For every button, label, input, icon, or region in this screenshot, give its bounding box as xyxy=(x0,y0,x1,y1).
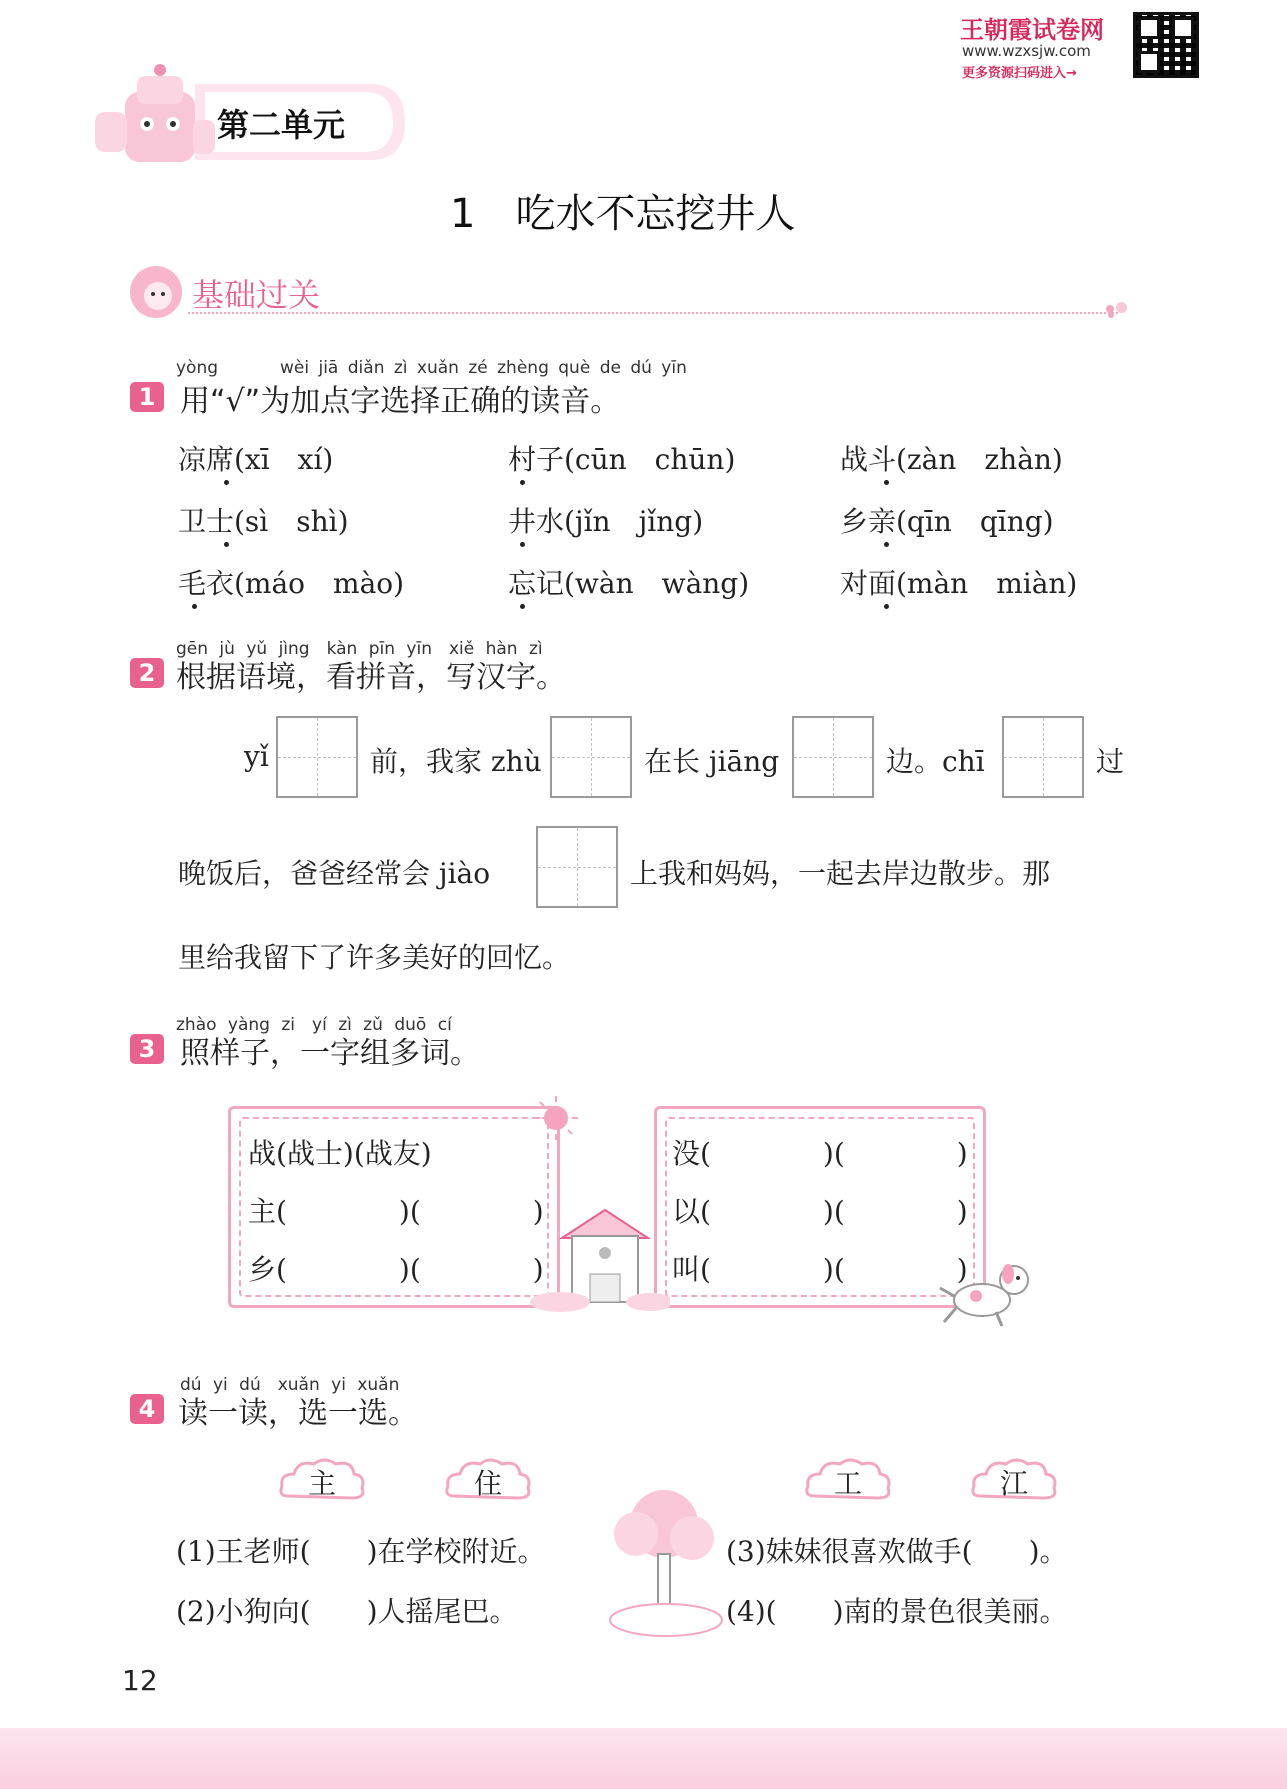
q2-text-chi: 边。chī xyxy=(886,745,985,778)
question-number-2: 2 xyxy=(130,658,164,688)
girl-avatar-icon xyxy=(128,264,188,320)
section-header xyxy=(128,264,1128,324)
q4-sentence-2[interactable]: (2)小狗向( )人摇尾巴。 xyxy=(176,1595,518,1628)
tree-icon xyxy=(606,1474,726,1644)
writing-box-4[interactable] xyxy=(1002,716,1084,798)
unit-banner xyxy=(85,62,415,162)
q4-sentence-1[interactable]: (1)王老师( )在学校附近。 xyxy=(176,1535,546,1568)
writing-box-3[interactable] xyxy=(792,716,874,798)
emphasis-dot xyxy=(520,542,525,547)
q3-left-row-1: 战(战士)(战友) xyxy=(248,1137,432,1170)
dog-icon xyxy=(936,1256,1036,1336)
word-cloud-1[interactable] xyxy=(278,1456,366,1506)
q1-item-7[interactable]: 毛衣(máo mào) xyxy=(178,567,405,600)
word-cloud-3[interactable] xyxy=(804,1456,892,1506)
q3-right-row-2[interactable]: 以( )( ) xyxy=(672,1195,968,1228)
q2-text-zhu: 前，我家 zhù xyxy=(370,745,542,778)
q2-text-guo: 过 xyxy=(1096,745,1125,778)
q2-pinyin: gēn jù yǔ jìng kàn pīn yīn xiě hàn zì xyxy=(176,639,543,659)
q1-item-5[interactable]: 井水(jǐn jǐng) xyxy=(508,505,704,538)
q4-instruction: 读一读，选一选。 xyxy=(178,1396,418,1431)
word-cloud-3-label: 工 xyxy=(833,1467,862,1500)
section-divider xyxy=(188,312,1118,314)
q1-item-3[interactable]: 战斗(zàn zhàn) xyxy=(840,443,1063,476)
q3-right-row-3[interactable]: 叫( )( ) xyxy=(672,1253,968,1286)
question-number-3: 3 xyxy=(130,1034,164,1064)
q1-instruction: 用“√”为加点字选择正确的读音。 xyxy=(180,384,621,419)
watermark-tagline: 更多资源扫码进入→ xyxy=(962,66,1077,81)
q1-item-6[interactable]: 乡亲(qīn qīng) xyxy=(840,505,1054,538)
emphasis-dot xyxy=(884,542,889,547)
emphasis-dot xyxy=(520,604,525,609)
footer-band xyxy=(0,1728,1287,1789)
house-sun-icon xyxy=(530,1090,670,1320)
q3-instruction: 照样子，一字组多词。 xyxy=(180,1036,480,1071)
q2-text-jiao: 晚饭后，爸爸经常会 jiào xyxy=(178,857,491,890)
question-number-4: 4 xyxy=(130,1394,164,1424)
unit-title: 第二单元 xyxy=(217,106,346,144)
word-cloud-2-label: 住 xyxy=(473,1467,502,1500)
emphasis-dot xyxy=(192,604,197,609)
q4-sentence-3[interactable]: (3)妹妹很喜欢做手( )。 xyxy=(726,1535,1068,1568)
qr-code-icon xyxy=(1133,12,1199,78)
writing-box-2[interactable] xyxy=(550,716,632,798)
section-title: 基础过关 xyxy=(192,276,321,314)
q2-text-line2-rest: 上我和妈妈，一起去岸边散步。那 xyxy=(630,857,1051,890)
q1-item-9[interactable]: 对面(màn miàn) xyxy=(840,567,1078,600)
word-cloud-4-label: 江 xyxy=(999,1467,1028,1500)
emphasis-dot xyxy=(224,480,229,485)
q4-sentence-4[interactable]: (4)( )南的景色很美丽。 xyxy=(726,1595,1068,1628)
q1-item-1[interactable]: 凉席(xī xí) xyxy=(178,443,334,476)
emphasis-dot xyxy=(520,480,525,485)
q2-text-jiang: 在长 jiāng xyxy=(644,745,780,778)
q1-item-2[interactable]: 村子(cūn chūn) xyxy=(508,443,736,476)
word-cloud-4[interactable] xyxy=(970,1456,1058,1506)
watermark-url: www.wzxsjw.com xyxy=(962,42,1091,60)
q1-pinyin-1: yòng xyxy=(176,358,219,378)
q4-pinyin: dú yi dú xuǎn yi xuǎn xyxy=(180,1375,400,1395)
q1-pinyin-2: wèi jiā diǎn zì xuǎn zé zhèng què de dú yīn xyxy=(280,358,687,378)
lesson-title: 1 吃水不忘挖井人 xyxy=(450,191,796,237)
word-cloud-1-label: 主 xyxy=(307,1467,336,1500)
page-number: 12 xyxy=(122,1664,158,1697)
q2-text-line3: 里给我留下了许多美好的回忆。 xyxy=(178,941,571,974)
q1-item-8[interactable]: 忘记(wàn wàng) xyxy=(508,567,750,600)
q3-right-row-1[interactable]: 没( )( ) xyxy=(672,1137,968,1170)
question-number-1: 1 xyxy=(130,382,164,412)
emphasis-dot xyxy=(224,542,229,547)
watermark-brand: 王朝霞试卷网 xyxy=(960,16,1104,44)
q1-item-4[interactable]: 卫士(sì shì) xyxy=(178,505,349,538)
q2-instruction: 根据语境，看拼音，写汉字。 xyxy=(176,660,566,695)
emphasis-dot xyxy=(884,604,889,609)
emphasis-dot xyxy=(884,480,889,485)
writing-box-1[interactable] xyxy=(276,716,358,798)
writing-box-5[interactable] xyxy=(536,826,618,908)
q3-left-row-3[interactable]: 乡( )( ) xyxy=(248,1253,544,1286)
q2-text-yi: yǐ xyxy=(244,740,269,773)
q3-pinyin: zhào yàng zi yí zì zǔ duō cí xyxy=(176,1015,452,1035)
q3-left-row-2[interactable]: 主( )( ) xyxy=(248,1195,544,1228)
watermark xyxy=(960,10,1140,80)
section-dots-icon xyxy=(1106,302,1136,316)
word-cloud-2[interactable] xyxy=(444,1456,532,1506)
